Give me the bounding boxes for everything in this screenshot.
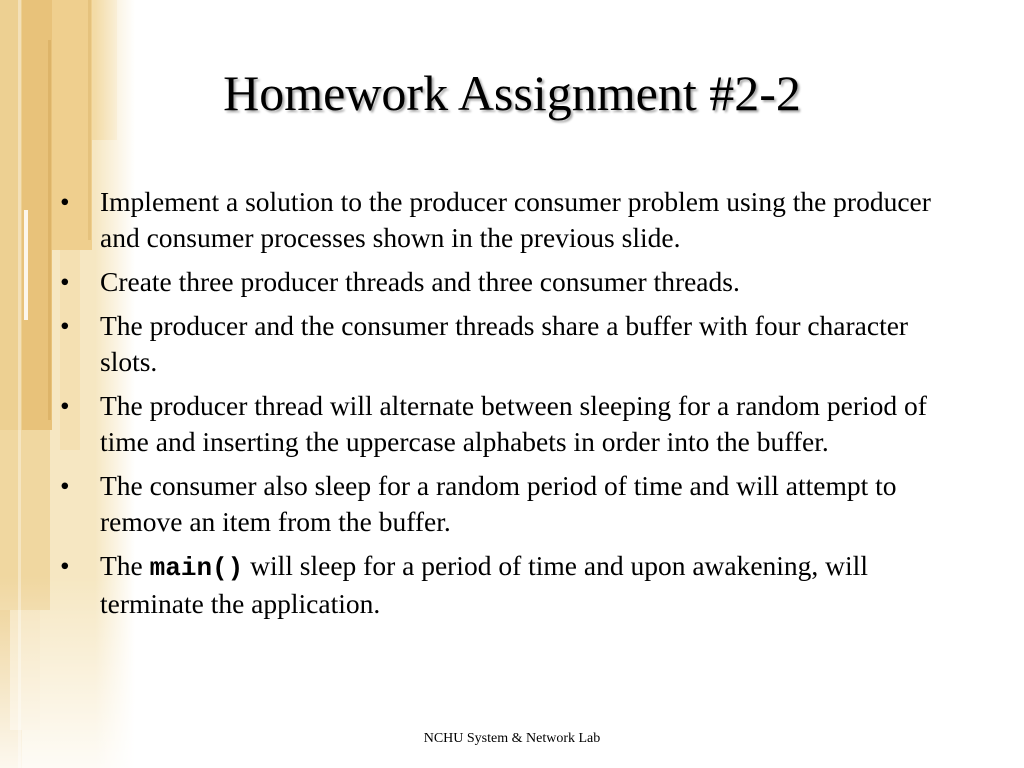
- bullet-item: [60, 264, 970, 300]
- code-main: main(): [149, 553, 244, 583]
- bullet-item: [60, 388, 970, 460]
- bullet-text: Implement a solution to the producer consumer problem using the producer and consumer processes shown in the previous slide.: [100, 186, 931, 253]
- bullet-marker: •: [60, 550, 70, 581]
- bullet-item: [60, 184, 970, 256]
- bullet-text: Create three producer threads and three consumer threads.: [100, 266, 740, 297]
- bullet-item: [60, 548, 970, 622]
- bullet-text: The producer and the consumer threads share a buffer with four character slots.: [100, 310, 909, 377]
- bullet-item: [60, 468, 970, 540]
- bullet-marker: •: [60, 470, 70, 501]
- bullet-text: The consumer also sleep for a random period of time and will attempt to remove an item from the buffer.: [100, 470, 897, 537]
- bullet-text: The producer thread will alternate between sleeping for a random period of time and inserting the uppercase alphabets in order into the buffer.: [100, 390, 927, 457]
- bullet-marker: •: [60, 186, 70, 217]
- bullet-text-prefix: The: [100, 550, 150, 581]
- slide-title: Homework Assignment #2-2: [223, 65, 801, 121]
- bullet-marker: •: [60, 310, 70, 341]
- footer-credit: NCHU System & Network Lab: [423, 731, 601, 746]
- bullet-marker: •: [60, 266, 70, 297]
- bullet-item: [60, 308, 970, 380]
- bullet-list: [60, 184, 970, 630]
- bullet-marker: •: [60, 390, 70, 421]
- bullet-text-suffix: will sleep for a period of time and upon awakening, will terminate the application.: [100, 550, 868, 619]
